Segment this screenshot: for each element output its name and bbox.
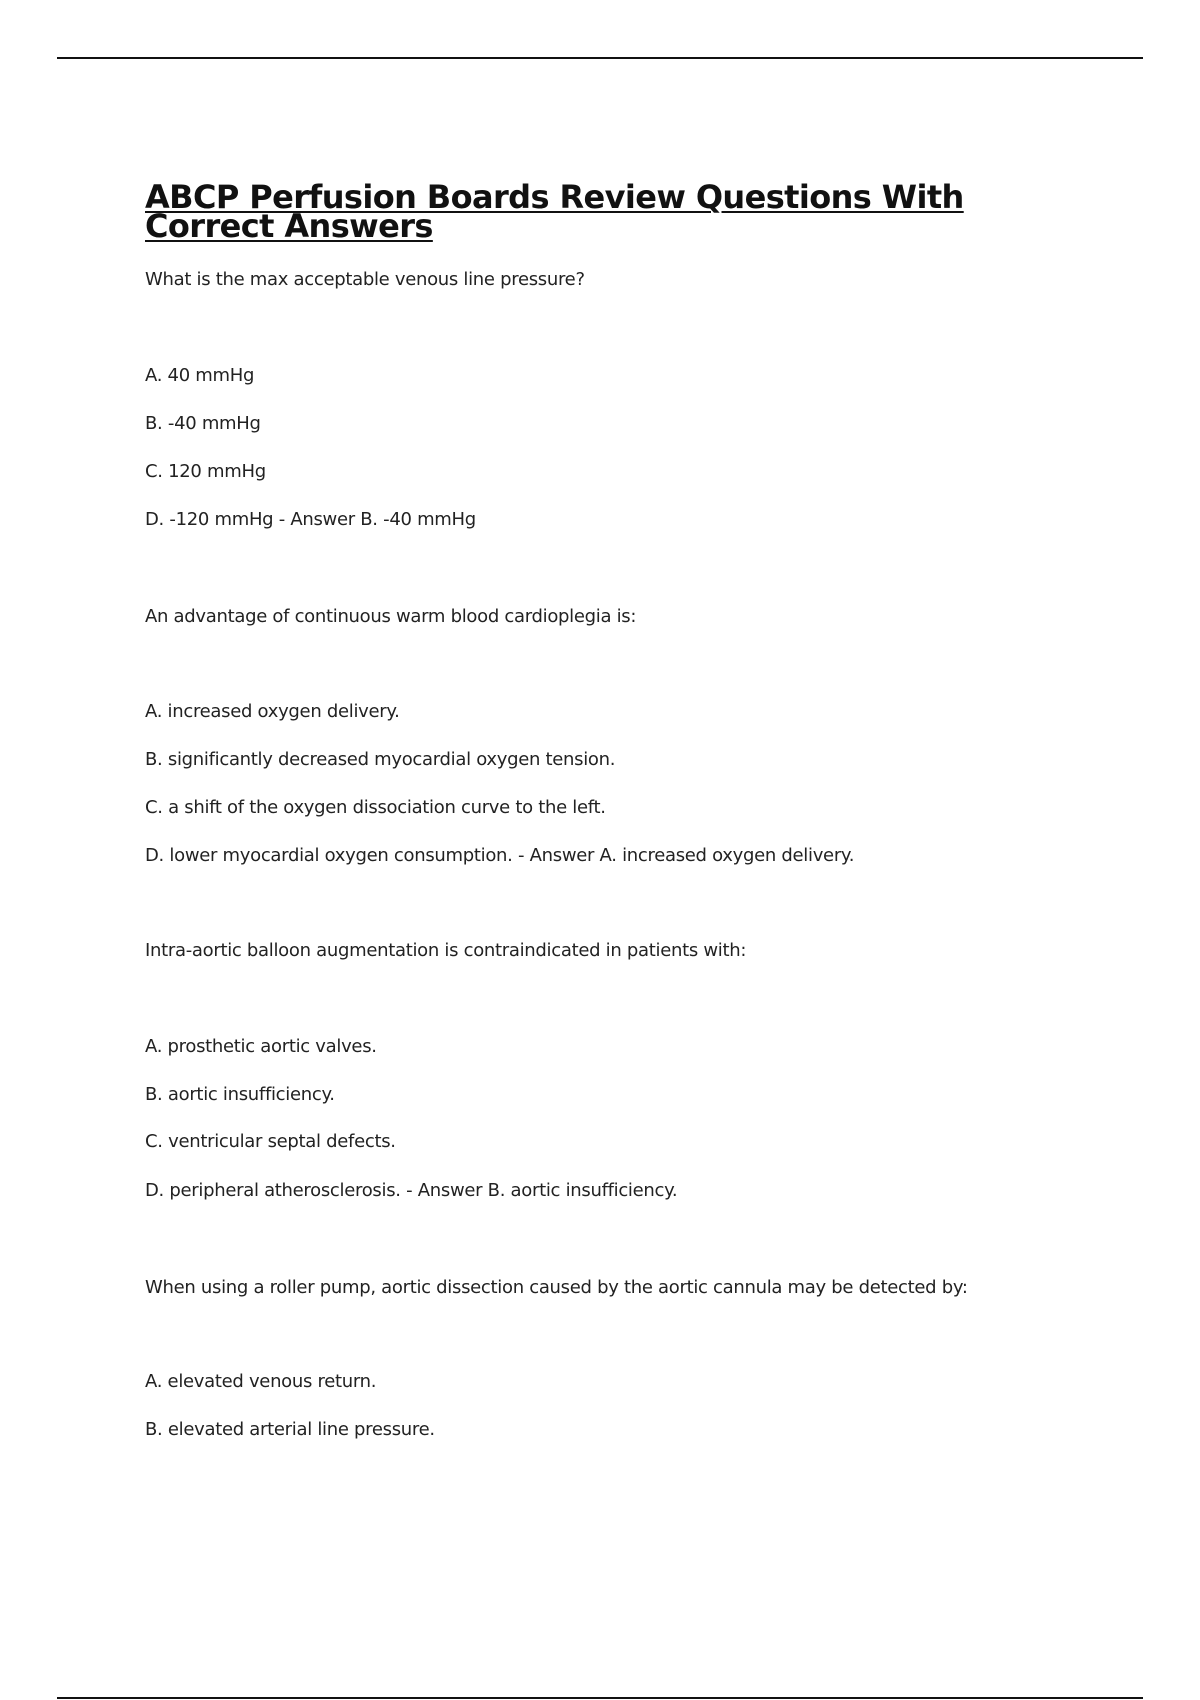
answer-option: B. aortic insufficiency. (145, 1084, 335, 1105)
answer-option: A. elevated venous return. (145, 1371, 377, 1392)
question-text: When using a roller pump, aortic dissection caused by the aortic cannula may be detected by: (145, 1277, 968, 1298)
document-body (145, 178, 1075, 1442)
answer-option: C. ventricular septal defects. (145, 1131, 396, 1152)
answer-option: B. significantly decreased myocardial oxygen tension. (145, 749, 616, 770)
header-divider (57, 57, 1143, 59)
answer-option: B. elevated arterial line pressure. (145, 1419, 435, 1440)
answer-option: B. -40 mmHg (145, 413, 261, 434)
question-text: An advantage of continuous warm blood cardioplegia is: (145, 606, 637, 627)
footer-divider (57, 1697, 1143, 1699)
question-block (145, 1276, 1075, 1442)
answer-option: D. peripheral atherosclerosis. - Answer B. aortic insufficiency. (145, 1180, 678, 1201)
answer-option: A. 40 mmHg (145, 365, 255, 386)
answer-option: C. a shift of the oxygen dissociation curve to the left. (145, 797, 606, 818)
answer-option: D. lower myocardial oxygen consumption. - Answer A. increased oxygen delivery. (145, 845, 855, 866)
answer-option: A. prosthetic aortic valves. (145, 1036, 377, 1057)
question-text: What is the max acceptable venous line pressure? (145, 269, 585, 290)
question-text: Intra-aortic balloon augmentation is contraindicated in patients with: (145, 940, 747, 961)
question-block (145, 605, 1075, 868)
answer-option: C. 120 mmHg (145, 461, 266, 482)
answer-option: A. increased oxygen delivery. (145, 701, 400, 722)
question-block (145, 268, 1075, 532)
document-title: ABCP Perfusion Boards Review Questions With Correct Answers (145, 178, 964, 245)
question-block (145, 939, 1075, 1203)
answer-option: D. -120 mmHg - Answer B. -40 mmHg (145, 509, 476, 530)
